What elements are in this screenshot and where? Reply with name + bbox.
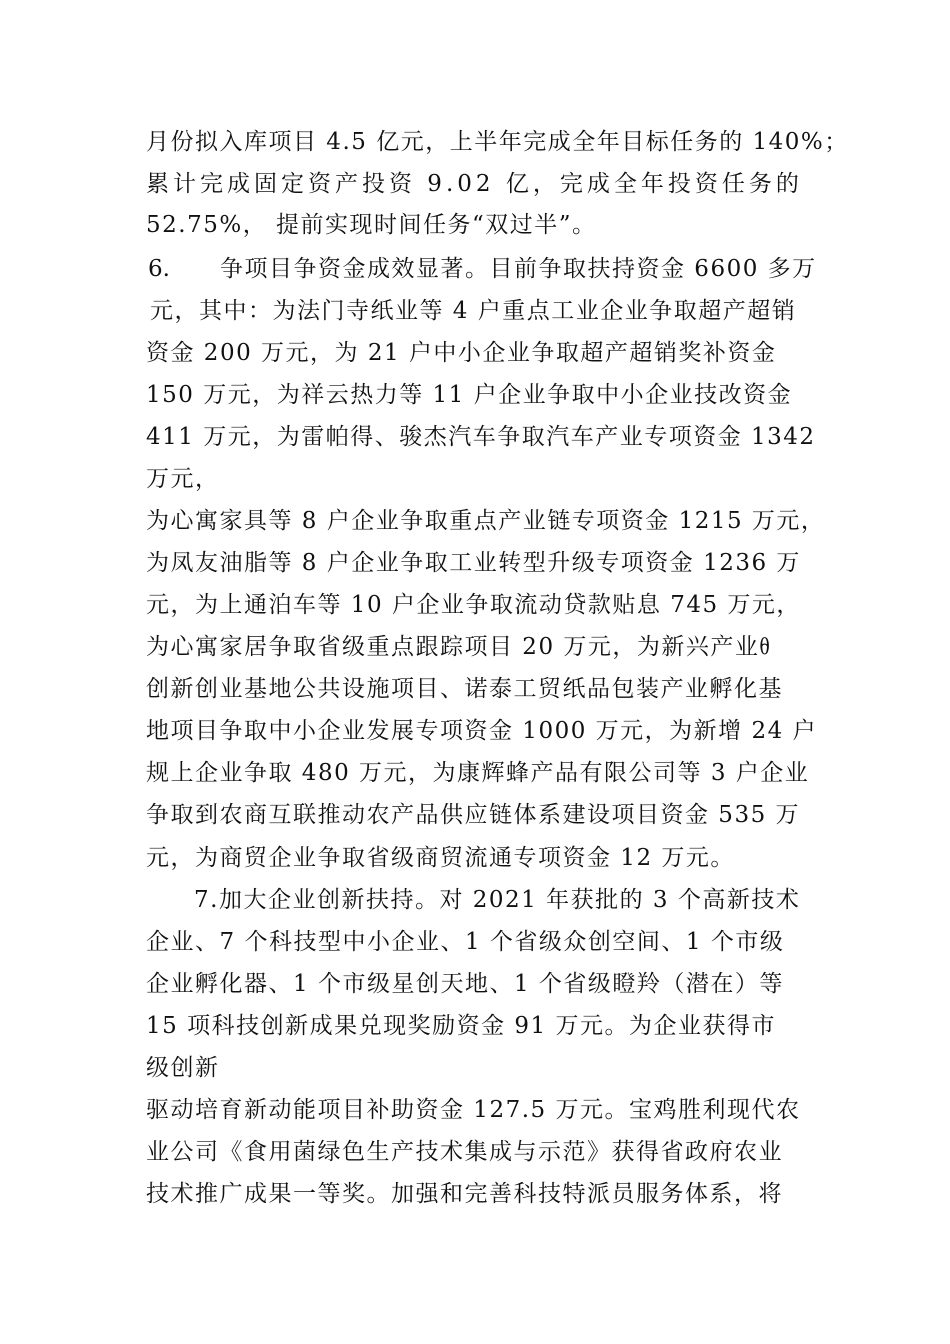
paragraph-line: 元，为上通泊车等 10 户企业争取流动贷款贴息 745 万元， (146, 592, 801, 618)
paragraph-line: 元，其中：为法门寺纸业等 4 户重点工业企业争取超产超销 (150, 298, 797, 324)
paragraph-line: 元，为商贸企业争取省级商贸流通专项资金 12 万元。 (146, 845, 735, 871)
paragraph-line: 争取到农商互联推动农产品供应链体系建设项目资金 535 万 (146, 802, 801, 828)
paragraph-line: 驱动培育新动能项目补助资金 127.5 万元。宝鸡胜利现代农 (146, 1097, 801, 1123)
paragraph-line: 规上企业争取 480 万元，为康辉蜂产品有限公司等 3 户企业 (146, 760, 810, 786)
paragraph-line: 7.加大企业创新扶持。对 2021 年获批的 3 个高新技术 (194, 887, 801, 913)
paragraph-line: 创新创业基地公共设施项目、诺泰工贸纸品包装产业孵化基 (146, 676, 783, 702)
paragraph-line: 累计完成固定资产投资 9.02 亿，完成全年投资任务的 (146, 171, 803, 197)
paragraph-line: 企业孵化器、1 个市级星创天地、1 个省级瞪羚（潜在）等 (146, 971, 784, 997)
paragraph-line: 级创新 (146, 1055, 220, 1081)
paragraph-line: 为心寓家具等 8 户企业争取重点产业链专项资金 1215 万元， (146, 508, 826, 534)
paragraph-line: 150 万元，为祥云热力等 11 户企业争取中小企业技改资金 (146, 382, 793, 408)
paragraph-line: 地项目争取中小企业发展专项资金 1000 万元，为新增 24 户 (146, 718, 818, 744)
paragraph-line: 为凤友油脂等 8 户企业争取工业转型升级专项资金 1236 万 (146, 550, 801, 576)
paragraph-line: 15 项科技创新成果兑现奖励资金 91 万元。为企业获得市 (146, 1013, 776, 1039)
item-number: 6. (148, 256, 170, 282)
paragraph-line: 资金 200 万元，为 21 户中小企业争取超产超销奖补资金 (146, 340, 777, 366)
paragraph-line: 企业、7 个科技型中小企业、1 个省级众创空间、1 个市级 (146, 929, 785, 955)
paragraph-line: 411 万元，为雷帕得、骏杰汽车争取汽车产业专项资金 1342 (146, 424, 816, 450)
paragraph-line: 万元， (146, 466, 220, 492)
paragraph-line: 52.75%， 提前实现时间任务“双过半”。 (146, 212, 597, 238)
paragraph-line: 月份拟入库项目 4.5 亿元，上半年完成全年目标任务的 140%； (146, 129, 849, 155)
paragraph-line: 争项目争资金成效显著。目前争取扶持资金 6600 多万 (220, 256, 817, 282)
paragraph-line: 为心寓家居争取省级重点跟踪项目 20 万元，为新兴产业ᦲ (146, 634, 772, 660)
paragraph-line: 业公司《食用菌绿色生产技术集成与示范》获得省政府农业 (146, 1139, 783, 1165)
paragraph-line: 技术推广成果一等奖。加强和完善科技特派员服务体系，将 (146, 1181, 783, 1207)
